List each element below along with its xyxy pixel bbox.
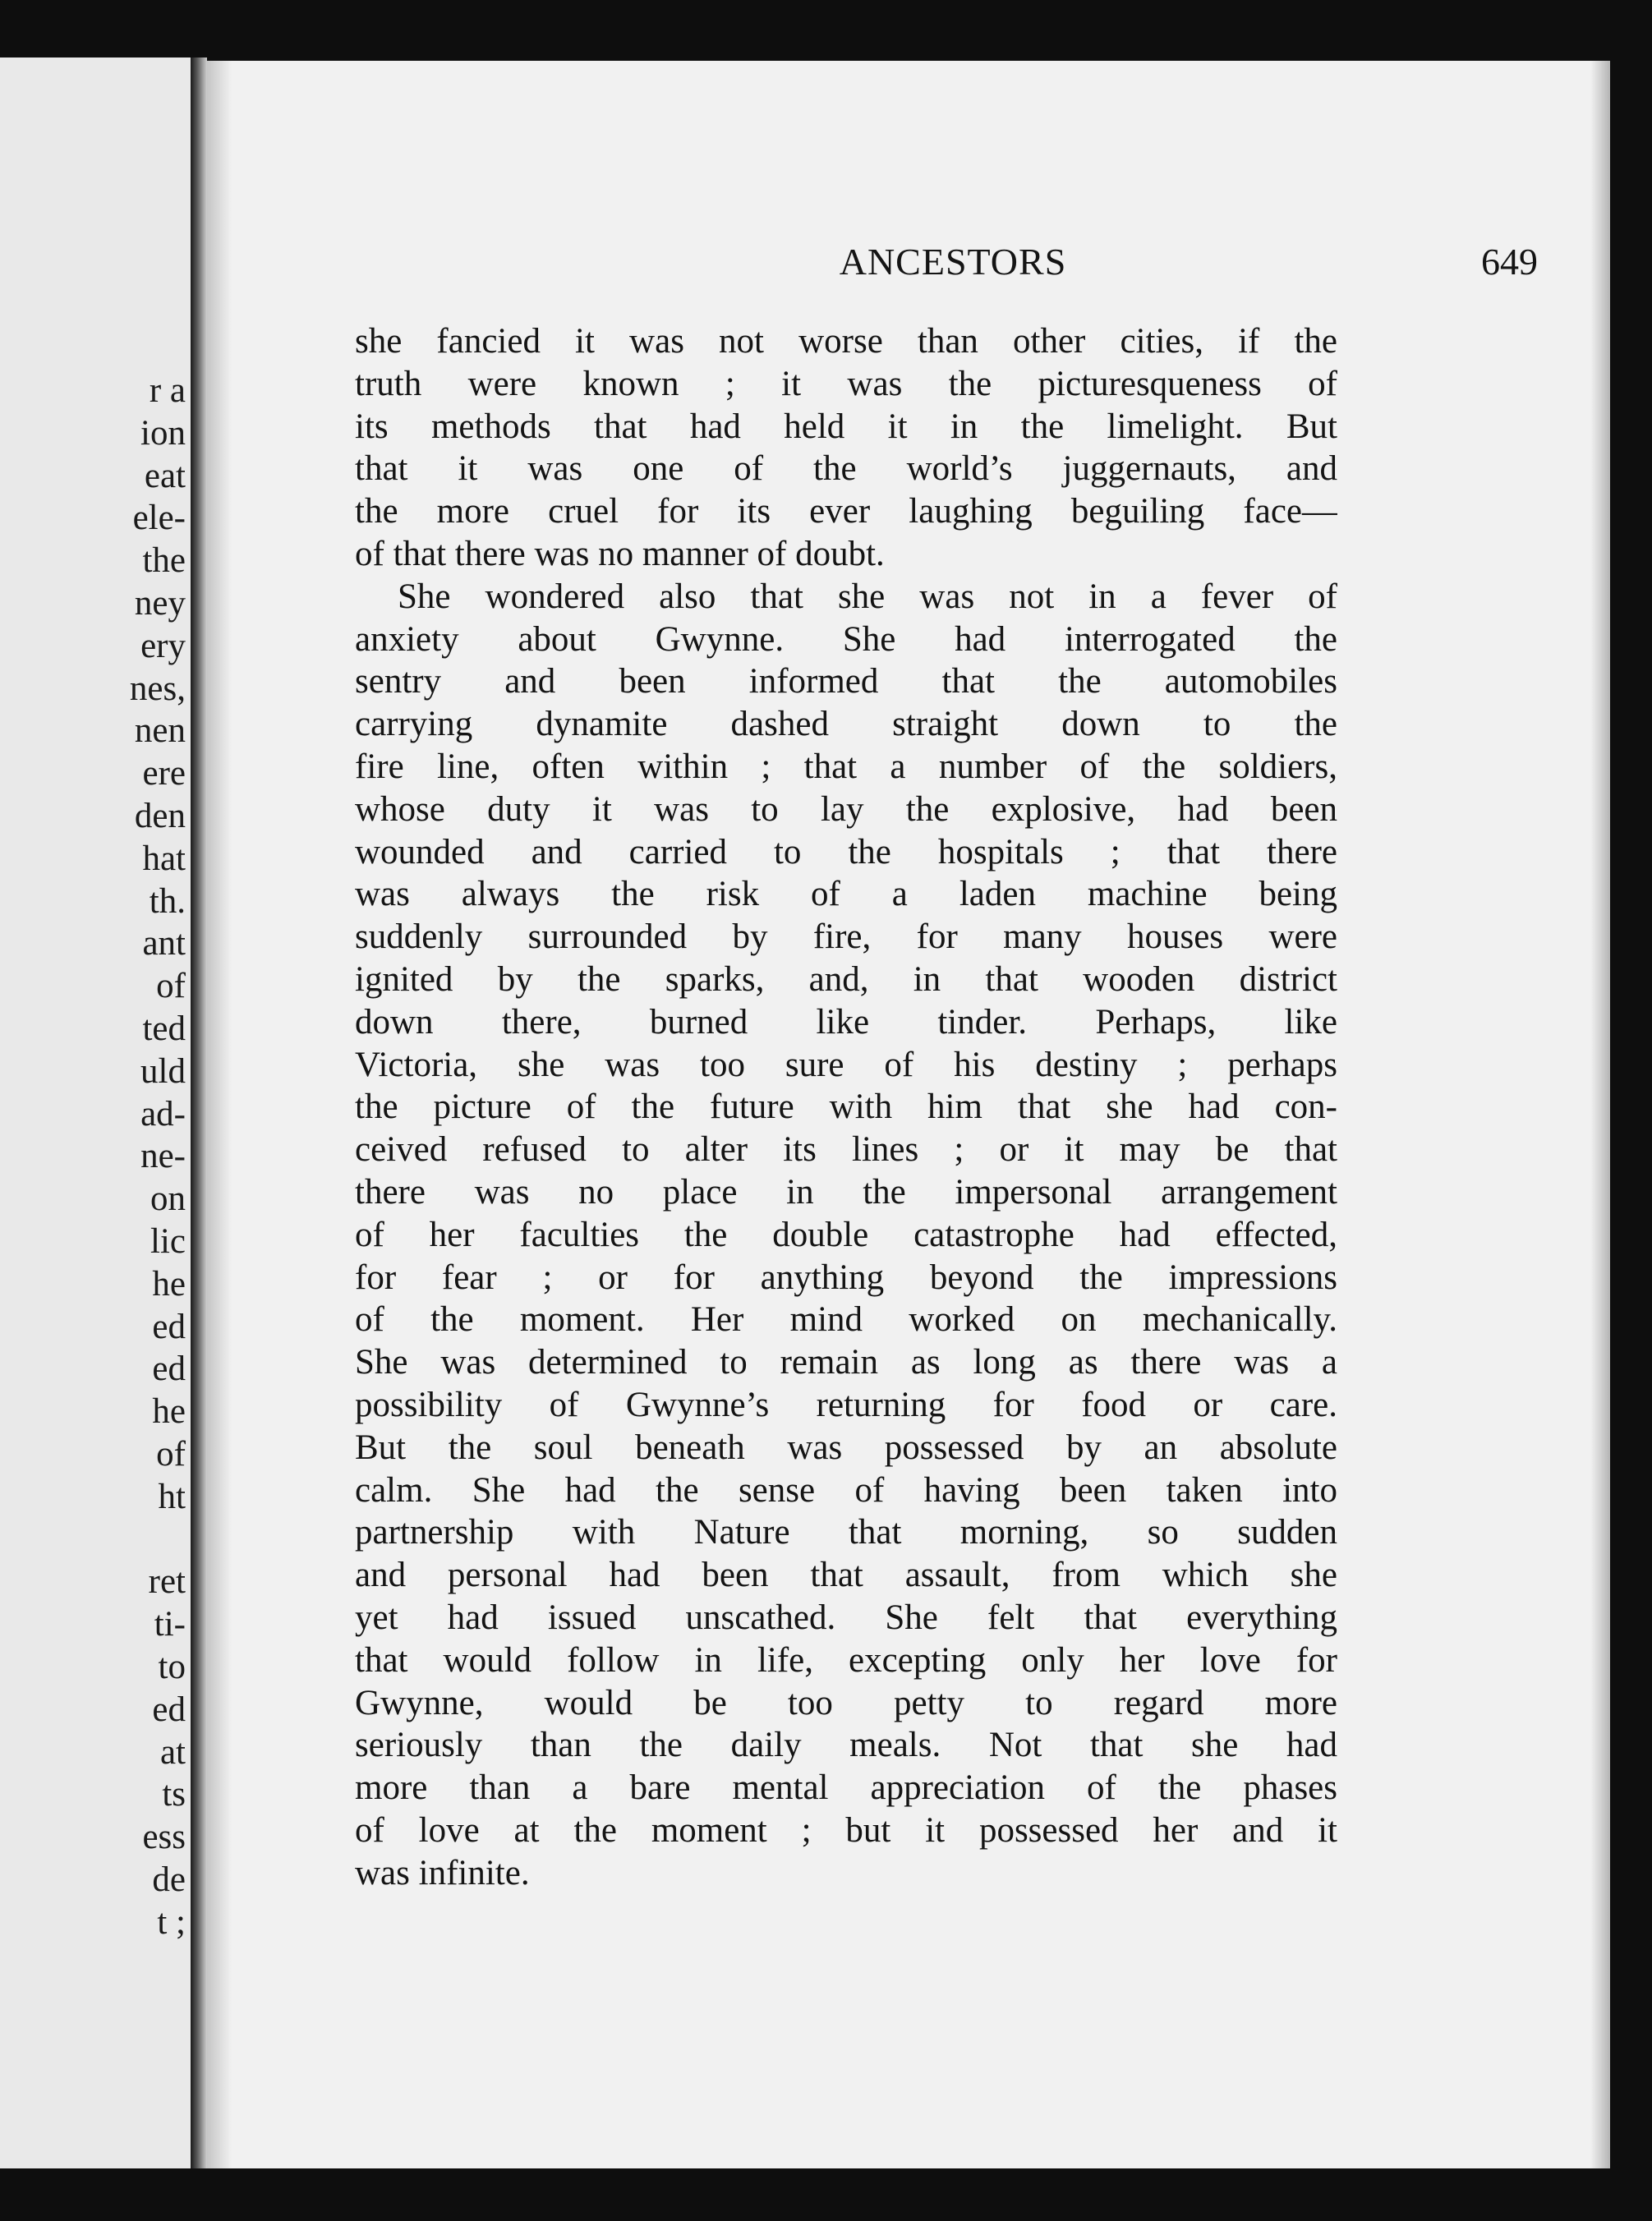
book-gutter (191, 57, 207, 2168)
facing-page-fragment: eat (144, 456, 186, 495)
facing-page-fragment: of (156, 967, 186, 1006)
facing-page-fragment: ed (152, 1307, 186, 1346)
body-text (355, 320, 1337, 1894)
text-line: the picture of the future with him that she had con- (355, 1088, 1337, 1127)
facing-page-fragment: ney (134, 583, 186, 623)
facing-page-fragment: on (150, 1179, 186, 1219)
page-edge-shadow (1590, 61, 1610, 2168)
facing-page-fragment: to (158, 1647, 186, 1686)
facing-page-fragment: ts (162, 1775, 186, 1814)
facing-page-fragment: he (152, 1392, 186, 1432)
text-line: anxiety about Gwynne. She had interrogated the (355, 619, 1337, 659)
text-line: down there, burned like tinder. Perhaps, like (355, 1002, 1337, 1042)
facing-page-fragment: hat (142, 839, 186, 878)
text-line: seriously than the daily meals. Not that she had (355, 1726, 1337, 1765)
text-line: whose duty it was to lay the explosive, had been (355, 789, 1337, 829)
facing-page-fragment: ess (142, 1818, 186, 1857)
text-line: ignited by the sparks, and, in that wooden district (355, 959, 1337, 999)
facing-page-fragment: nes, (129, 669, 186, 708)
text-line: that would follow in life, excepting only her love for (355, 1640, 1337, 1680)
facing-page-fragment: ti- (154, 1605, 186, 1644)
text-line: its methods that had held it in the limelight. But (355, 407, 1337, 446)
facing-page-text-fragments (21, 370, 186, 1943)
facing-page-fragment: nen (134, 711, 186, 751)
text-line: of the moment. Her mind worked on mechanically. (355, 1300, 1337, 1340)
text-line: of that there was no manner of doubt. (355, 534, 885, 573)
facing-page-fragment: at (159, 1732, 186, 1772)
text-line: carrying dynamite dashed straight down to the (355, 705, 1337, 744)
facing-page-fragment: t ; (157, 1902, 186, 1942)
text-line: wounded and carried to the hospitals ; that there (355, 832, 1337, 871)
facing-page-fragment: r a (149, 371, 186, 410)
facing-page-fragment: ad- (140, 1094, 186, 1133)
facing-page-fragment: he (152, 1264, 186, 1304)
facing-page-fragment: ret (148, 1562, 186, 1602)
running-title: ANCESTORS (839, 241, 1067, 283)
facing-page-fragment: ele- (132, 499, 186, 538)
facing-page-fragment: ed (152, 1690, 186, 1729)
facing-page-fragment: ery (140, 626, 186, 665)
facing-page-fragment: ne- (140, 1137, 186, 1176)
facing-page-fragment: ion (140, 413, 186, 453)
facing-page-fragment: ted (142, 1009, 186, 1048)
facing-page-fragment: of (156, 1434, 186, 1474)
text-line: Gwynne, would be too petty to regard more (355, 1683, 1337, 1722)
text-line: there was no place in the impersonal arrangement (355, 1172, 1337, 1212)
text-line: possibility of Gwynne’s returning for food or care. (355, 1385, 1337, 1424)
text-line: was always the risk of a laden machine being (355, 875, 1337, 914)
facing-page-fragment (21, 1519, 186, 1561)
facing-page-fragment: uld (140, 1051, 186, 1091)
text-line: sentry and been informed that the automobiles (355, 662, 1337, 701)
facing-page-fragment: ht (158, 1477, 186, 1516)
text-line: truth were known ; it was the picturesqueness of (355, 364, 1337, 403)
text-line: suddenly surrounded by fire, for many houses were (355, 917, 1337, 957)
text-line: of her faculties the double catastrophe had effected, (355, 1215, 1337, 1254)
facing-page-fragment: th. (149, 881, 186, 921)
facing-page-fragment: lic (150, 1221, 186, 1261)
book-page (207, 61, 1610, 2168)
text-line: for fear ; or for anything beyond the impressions (355, 1258, 1337, 1297)
facing-page-fragment: den (134, 796, 186, 835)
facing-page-fragment: de (152, 1860, 186, 1899)
facing-page-fragment: ere (142, 754, 186, 793)
text-line: of love at the moment ; but it possessed her and it (355, 1810, 1337, 1850)
facing-page-fragment: ed (152, 1350, 186, 1389)
text-line: partnership with Nature that morning, so sudden (355, 1513, 1337, 1552)
text-line: and personal had been that assault, from which she (355, 1556, 1337, 1595)
text-line: But the soul beneath was possessed by an absolute (355, 1428, 1337, 1467)
facing-page-fragment: the (142, 541, 186, 581)
page-number: 649 (1481, 241, 1538, 283)
text-line: fire line, often within ; that a number of the soldiers, (355, 747, 1337, 786)
text-line: calm. She had the sense of having been taken into (355, 1470, 1337, 1510)
text-line: Victoria, she was too sure of his destiny ; perhaps (355, 1045, 1337, 1084)
running-head (353, 240, 1553, 286)
text-line: she fancied it was not worse than other cities, if the (355, 322, 1337, 361)
text-line: that it was one of the world’s juggernauts, and (355, 449, 1337, 489)
text-line: was infinite. (355, 1853, 530, 1892)
facing-page-fragment: ant (142, 924, 186, 963)
text-line: She was determined to remain as long as there was a (355, 1343, 1337, 1382)
text-line: ceived refused to alter its lines ; or it may be that (355, 1130, 1337, 1170)
facing-page-left (0, 57, 197, 2168)
text-line: more than a bare mental appreciation of the phases (355, 1768, 1337, 1808)
text-line: the more cruel for its ever laughing beguiling face— (355, 492, 1337, 531)
text-line: yet had issued unscathed. She felt that everything (355, 1598, 1337, 1637)
text-line: She wondered also that she was not in a fever of (398, 577, 1337, 616)
